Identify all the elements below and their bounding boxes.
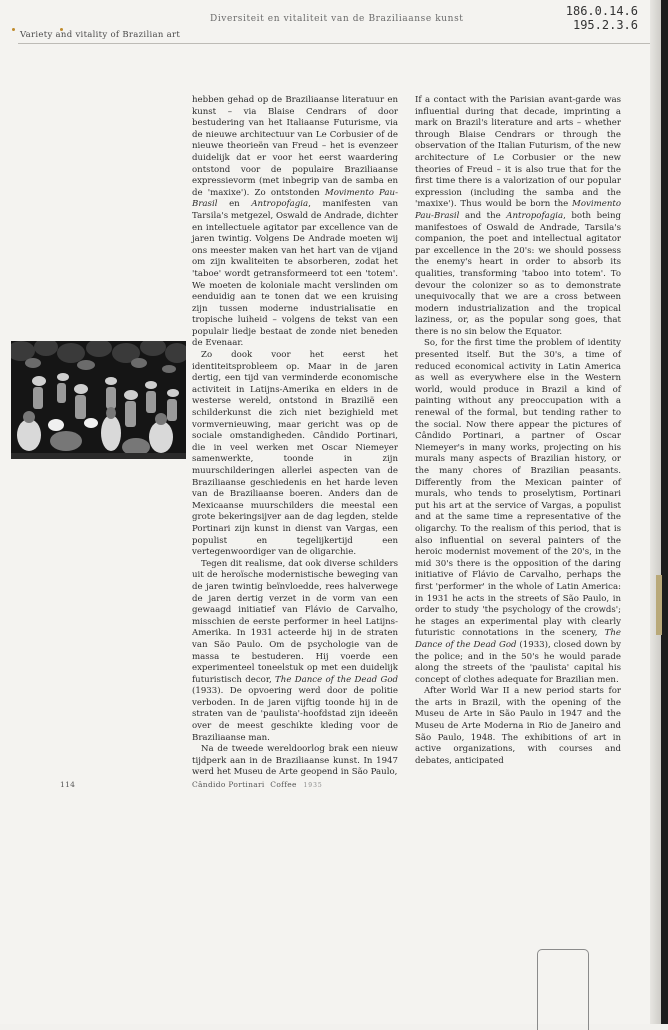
running-title-dutch: Diversiteit en vitaliteit van de Braziliaanse kunst — [210, 14, 464, 24]
header-divider — [18, 43, 650, 44]
dutch-paragraph: Zo dook voor het eerst het identiteitsprobleem op. Maar in de jaren dertig, een tijd van verminderde economische activiteit in Latijns-Amerika en elders in de westerse wereld, ontstond in Brazilië een schilderkunst die zich niet bezighield met vormvernieuwing, maar gericht was op de sociale omstandigheden. Cândido Portinari, die in veel werken met Oscar Niemeyer samenwerkte, toonde in zijn muurschilderingen allerlei aspecten van de Braziliaanse geschiedenis en het harde leven van de Braziliaanse boeren. Anders dan de Mexicaanse muurschilders die meestal een grote bekeringsijver aan de dag legden, stelde Portinari zijn kunst in dienst van Vargas, een populist en tegelijkertijd een vertegenwoordiger van de oligarchie. — [192, 350, 398, 558]
caption-year: 1935 — [303, 782, 323, 789]
scan-edge-shadow — [650, 0, 668, 1024]
catalog-number-2: 195.2.3.6 — [572, 18, 638, 32]
english-paragraph: If a contact with the Parisian avant-garde was influential during that decade, imprinting a mark on Brazil's literature and arts – whether through Blaise Cendrars or through the observation of the Italian Futurism, of the new architecture of Le Corbusier or the new theories of Freud – it is also true that for the first time there is a valorization of our popular expression (including the samba and the 'maxixe'). Thus would be born the Movimento Pau-Brasil and the Antropofagia, both being manifestoes of Oswald de Andrade, Tarsila's companion, the poet and intellectual agitator par excellence in the 20's: we should possess the enemy's heart in order to absorb its qualities, transforming 'taboo into totem'. To devour the colonizer so as to demonstrate unequivocally that we are a cross between modern industrialization and the tropical laziness, or, as the popular song goes, that there is no sin below the Equator. — [415, 95, 621, 337]
header-dot — [12, 28, 15, 31]
caption-title: Coffee — [270, 780, 297, 789]
painting-coffee-image — [11, 341, 186, 459]
text-column-english — [415, 95, 621, 767]
handwritten-catalog-numbers — [566, 4, 638, 32]
running-title-english: Variety and vitality of Brazilian art — [20, 30, 181, 40]
english-paragraph: So, for the first time the problem of identity presented itself. But the 30's, a time of reduced economical activity in Latin America as well as everywhere else in the Western world, would produce in Brazil a kind of painting without any preoccupation with a renewal of the formal, but tending rather to the social. Now there appear the pictures of Cândido Portinari, a partner of Oscar Niemeyer's in many works, projecting on his murals many aspects of Brazilian history, or the many chores of Brazilian peasants. Differently from the Mexican painter of murals, who tends to proselytism, Portinari put his art at the service of Vargas, a populist and at the same time a representative of the oligarchy. To the realism of this period, that is also influential on several painters of the heroic modernist movement of the 20's, in the mid 30's there is the opposition of the daring initiative of Flávio de Carvalho, perhaps the first 'performer' in the whole of Latin America: in 1931 he acts in the streets of São Paulo, in order to study 'the psychology of the crowds'; he stages an experimental play with clearly futuristic connotations in the scenery, The Dance of the Dead God (1933), closed down by the police; and in the 50's he would parade along the streets of the 'paulista' capital his concept of clothes adequate for Brazilian men. — [415, 338, 621, 685]
english-paragraph: After World War II a new period starts for the arts in Brazil, with the opening of the Museu de Arte in São Paulo in 1947 and the Museu de Arte Moderna in Rio de Janeiro and São Paulo, 1948. The exhibitions of art in active organizations, with courses and debates, anticipated — [415, 686, 621, 766]
dutch-paragraph: Na de tweede wereldoorlog brak een nieuw tijdperk aan in de Braziliaanse kunst. In 1947 werd het Museu de Arte geopend in São Paulo, — [192, 744, 398, 778]
page-number: 114 — [60, 780, 76, 789]
scan-tab-outline — [537, 949, 589, 1030]
dutch-paragraph: hebben gehad op de Braziliaanse literatuur en kunst – via Blaise Cendrars of door bestudering van het Italiaanse Futurisme, via de nieuwe architectuur van Le Corbusier of de nieuwe theorieën van Freud – het is evenzeer duidelijk dat er voor het eerst waardering ontstond voor de populaire Braziliaanse expressievorm (met inbegrip van de samba en de 'maxixe'). Zo ontstonden Movimento Pau-Brasil en Antropofagia, manifesten van Tarsila's metgezel, Oswald de Andrade, dichter en intellectuele agitator par excellence van de jaren twintig. Volgens De Andrade moeten wij ons meester maken van het hart van de vijand om zijn kwaliteiten te absorberen, zodat het 'taboe' wordt getransformeerd tot een 'totem'. We moeten de koloniale macht verslinden om eenduidig aan te tonen dat we een kruising zijn tussen moderne industrialisatie en tropische luiheid – volgens de tekst van een populair liedje bestaat de zonde niet beneden de Evenaar. — [192, 95, 398, 349]
dutch-paragraph: Tegen dit realisme, dat ook diverse schilders uit de heroïsche modernistische beweging van de jaren twintig beïnvloedde, rees halverwege de jaren dertig verzet in de vorm van een gewaagd initiatief van Flávio de Carvalho, misschien de eerste performer in heel Latijns-Amerika. In 1931 acteerde hij in de straten van São Paulo. Om de psychologie van de massa te bestuderen. Hij voerde een experimenteel toneelstuk op met een duidelijk futuristisch decor, The Dance of the Dead God (1933). De opvoering werd door de politie verboden. In de jaren vijftig toonde hij in de straten van de 'paulista'-hoofdstad zijn ideeën over de meest geschikte kleding voor de Braziliaanse man. — [192, 558, 398, 743]
catalog-number-1: 186.0.14.6 — [565, 4, 638, 18]
caption-artist: Cândido Portinari — [192, 780, 265, 789]
image-caption — [192, 780, 323, 789]
scan-edge-marker — [656, 575, 662, 635]
text-column-dutch — [192, 95, 398, 779]
